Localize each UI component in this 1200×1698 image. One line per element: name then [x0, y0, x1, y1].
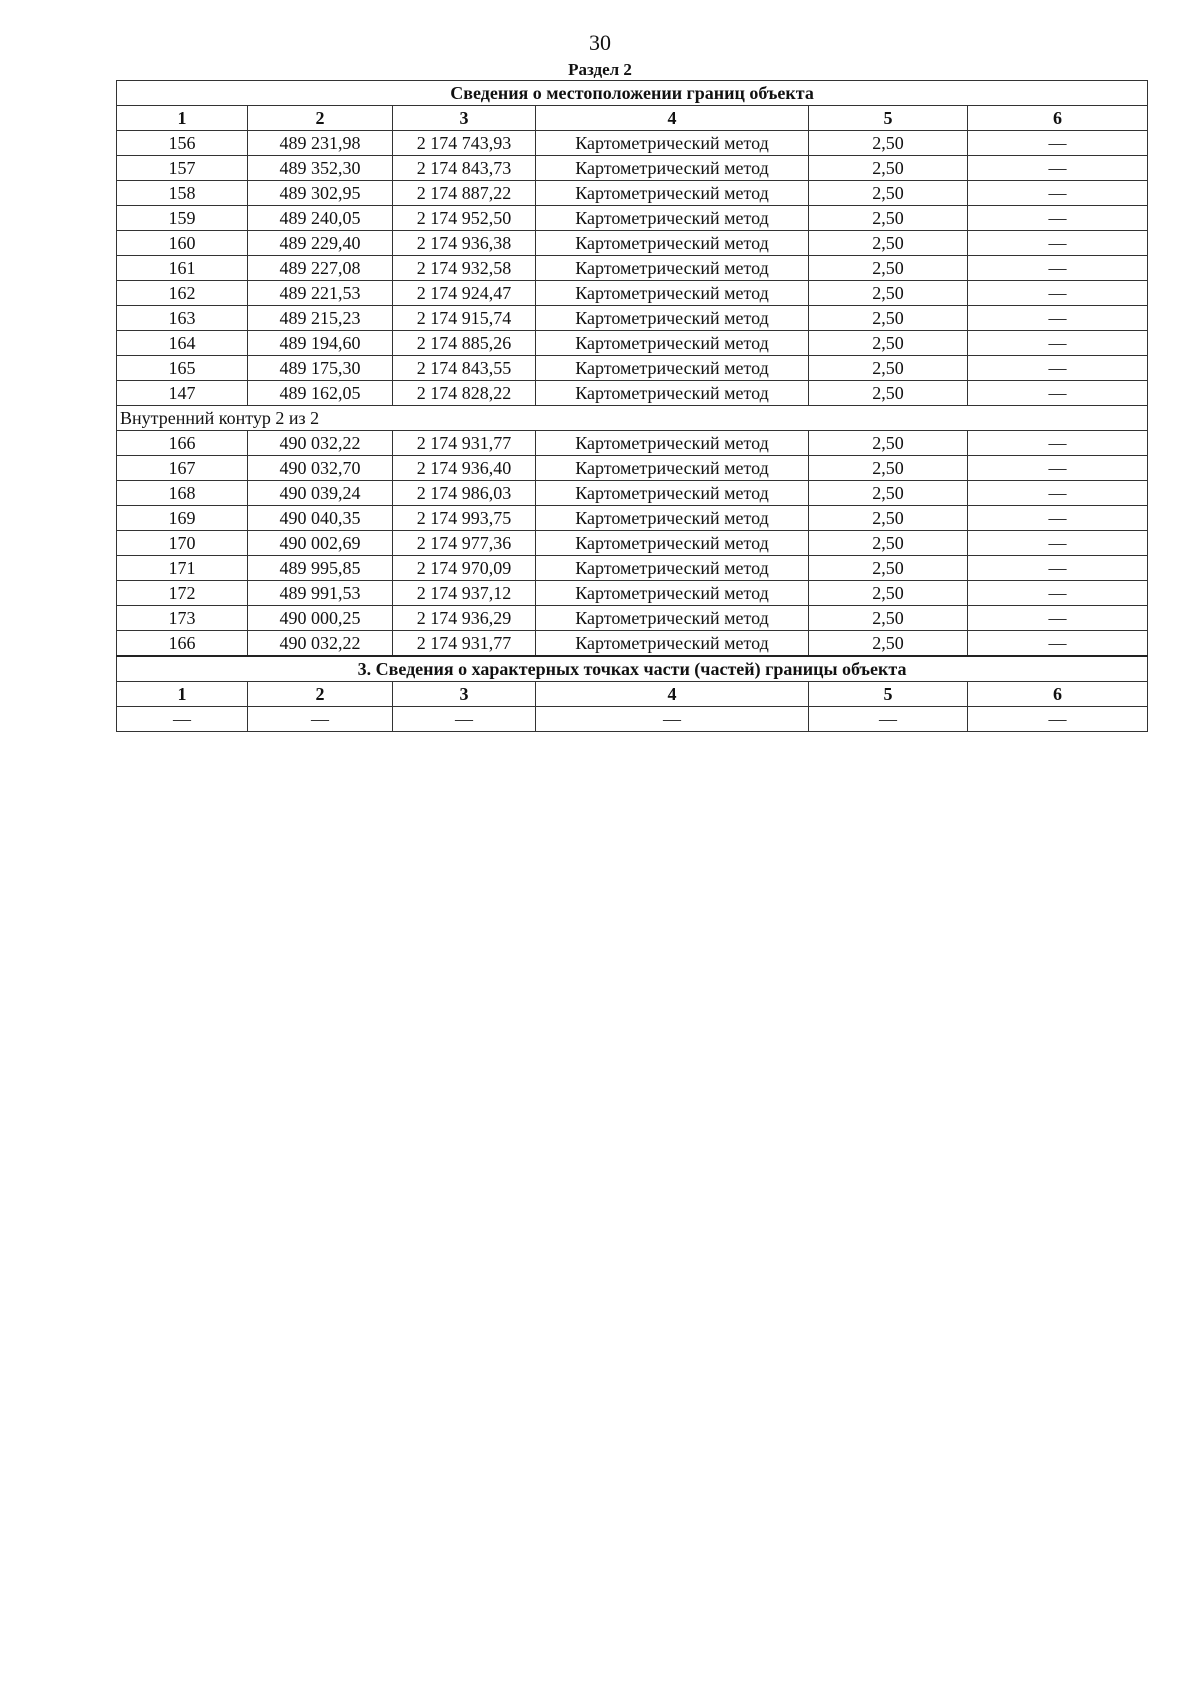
description-cell: —: [968, 456, 1148, 481]
method-cell: Картометрический метод: [536, 156, 809, 181]
precision-cell: 2,50: [809, 281, 968, 306]
coord-y-cell: 2 174 915,74: [393, 306, 536, 331]
page-number: 30: [589, 30, 611, 55]
coord-y-cell: 2 174 986,03: [393, 481, 536, 506]
point-number-cell: 163: [117, 306, 248, 331]
coord-y-cell: 2 174 952,50: [393, 206, 536, 231]
boundary-table-body: [117, 81, 1148, 732]
point-number-cell: 161: [117, 256, 248, 281]
point-number-cell: 168: [117, 481, 248, 506]
coord-x-cell: 489 194,60: [248, 331, 393, 356]
method-cell: Картометрический метод: [536, 131, 809, 156]
point-number-cell: 162: [117, 281, 248, 306]
point-number-cell: 166: [117, 631, 248, 657]
table-row: [117, 431, 1148, 456]
precision-cell: 2,50: [809, 256, 968, 281]
section3-title-row: [117, 656, 1148, 682]
precision-cell: 2,50: [809, 556, 968, 581]
coord-x-cell: 489 302,95: [248, 181, 393, 206]
description-cell: —: [968, 181, 1148, 206]
method-cell: Картометрический метод: [536, 231, 809, 256]
coord-y-cell: 2 174 936,29: [393, 606, 536, 631]
coord-y-cell: 2 174 885,26: [393, 331, 536, 356]
description-cell: —: [968, 381, 1148, 406]
table-row: [117, 707, 1148, 732]
coord-y-cell: 2 174 931,77: [393, 431, 536, 456]
coord-y-cell: 2 174 931,77: [393, 631, 536, 657]
method-cell: —: [536, 707, 809, 732]
precision-cell: 2,50: [809, 581, 968, 606]
point-number-cell: 157: [117, 156, 248, 181]
table-row: [117, 181, 1148, 206]
point-number-cell: 160: [117, 231, 248, 256]
table-row: [117, 381, 1148, 406]
coord-y-cell: 2 174 937,12: [393, 581, 536, 606]
method-cell: Картометрический метод: [536, 206, 809, 231]
table-title: Сведения о местоположении границ объекта: [117, 81, 1148, 106]
method-cell: Картометрический метод: [536, 581, 809, 606]
point-number-cell: 156: [117, 131, 248, 156]
coord-x-cell: 490 000,25: [248, 606, 393, 631]
table-row: [117, 581, 1148, 606]
description-cell: —: [968, 206, 1148, 231]
description-cell: —: [968, 156, 1148, 181]
contour-label-row: [117, 406, 1148, 431]
table-row: [117, 281, 1148, 306]
section3-title: 3. Сведения о характерных точках части (частей) границы объекта: [117, 656, 1148, 682]
coord-x-cell: 489 221,53: [248, 281, 393, 306]
point-number-cell: 171: [117, 556, 248, 581]
table-title-row: [117, 81, 1148, 106]
column-header-1: 1: [117, 682, 248, 707]
description-cell: —: [968, 606, 1148, 631]
method-cell: Картометрический метод: [536, 531, 809, 556]
method-cell: Картометрический метод: [536, 506, 809, 531]
description-cell: —: [968, 556, 1148, 581]
coord-x-cell: 489 995,85: [248, 556, 393, 581]
precision-cell: 2,50: [809, 431, 968, 456]
precision-cell: 2,50: [809, 606, 968, 631]
coord-x-cell: 490 039,24: [248, 481, 393, 506]
column-header-5: 5: [809, 106, 968, 131]
description-cell: —: [968, 481, 1148, 506]
coord-x-cell: 489 991,53: [248, 581, 393, 606]
table-row: [117, 356, 1148, 381]
coord-y-cell: 2 174 970,09: [393, 556, 536, 581]
precision-cell: 2,50: [809, 156, 968, 181]
coord-x-cell: 490 032,70: [248, 456, 393, 481]
point-number-cell: 173: [117, 606, 248, 631]
point-number-cell: 147: [117, 381, 248, 406]
description-cell: —: [968, 431, 1148, 456]
description-cell: —: [968, 581, 1148, 606]
coord-x-cell: 489 162,05: [248, 381, 393, 406]
coord-y-cell: 2 174 936,38: [393, 231, 536, 256]
description-cell: —: [968, 331, 1148, 356]
table-row: [117, 231, 1148, 256]
description-cell: —: [968, 256, 1148, 281]
coord-y-cell: 2 174 936,40: [393, 456, 536, 481]
method-cell: Картометрический метод: [536, 431, 809, 456]
column-header-2: 2: [248, 682, 393, 707]
point-number-cell: 170: [117, 531, 248, 556]
coord-y-cell: 2 174 932,58: [393, 256, 536, 281]
precision-cell: 2,50: [809, 631, 968, 657]
point-number-cell: 158: [117, 181, 248, 206]
coord-y-cell: 2 174 977,36: [393, 531, 536, 556]
method-cell: Картометрический метод: [536, 456, 809, 481]
precision-cell: 2,50: [809, 231, 968, 256]
table-row: [117, 631, 1148, 657]
precision-cell: 2,50: [809, 481, 968, 506]
point-number-cell: 165: [117, 356, 248, 381]
column-header-6: 6: [968, 682, 1148, 707]
point-number-cell: 166: [117, 431, 248, 456]
coord-x-cell: 490 032,22: [248, 631, 393, 657]
table-row: [117, 556, 1148, 581]
column-header-1: 1: [117, 106, 248, 131]
point-number-cell: 167: [117, 456, 248, 481]
description-cell: —: [968, 231, 1148, 256]
coord-y-cell: 2 174 828,22: [393, 381, 536, 406]
precision-cell: 2,50: [809, 381, 968, 406]
point-number-cell: 164: [117, 331, 248, 356]
description-cell: —: [968, 631, 1148, 657]
point-number-cell: 169: [117, 506, 248, 531]
description-cell: —: [968, 707, 1148, 732]
precision-cell: 2,50: [809, 506, 968, 531]
table-row: [117, 481, 1148, 506]
coord-x-cell: 490 002,69: [248, 531, 393, 556]
coord-x-cell: 489 215,23: [248, 306, 393, 331]
description-cell: —: [968, 506, 1148, 531]
precision-cell: 2,50: [809, 356, 968, 381]
column-header-3: 3: [393, 106, 536, 131]
coord-x-cell: 489 240,05: [248, 206, 393, 231]
contour-label: Внутренний контур 2 из 2: [117, 406, 1148, 431]
column-header-2: 2: [248, 106, 393, 131]
point-number-cell: 172: [117, 581, 248, 606]
point-number-cell: 159: [117, 206, 248, 231]
table-row: [117, 156, 1148, 181]
precision-cell: 2,50: [809, 181, 968, 206]
precision-cell: 2,50: [809, 131, 968, 156]
precision-cell: 2,50: [809, 306, 968, 331]
coord-x-cell: 489 175,30: [248, 356, 393, 381]
method-cell: Картометрический метод: [536, 256, 809, 281]
coord-x-cell: 489 227,08: [248, 256, 393, 281]
coord-x-cell: 489 231,98: [248, 131, 393, 156]
coord-y-cell: —: [393, 707, 536, 732]
description-cell: —: [968, 531, 1148, 556]
table-row: [117, 331, 1148, 356]
precision-cell: 2,50: [809, 531, 968, 556]
coord-y-cell: 2 174 993,75: [393, 506, 536, 531]
coord-x-cell: —: [248, 707, 393, 732]
coord-y-cell: 2 174 924,47: [393, 281, 536, 306]
description-cell: —: [968, 281, 1148, 306]
column-header-4: 4: [536, 106, 809, 131]
coord-x-cell: 490 032,22: [248, 431, 393, 456]
method-cell: Картометрический метод: [536, 306, 809, 331]
point-number-cell: —: [117, 707, 248, 732]
column-header-5: 5: [809, 682, 968, 707]
table-row: [117, 456, 1148, 481]
description-cell: —: [968, 306, 1148, 331]
method-cell: Картометрический метод: [536, 381, 809, 406]
coord-y-cell: 2 174 843,73: [393, 156, 536, 181]
precision-cell: —: [809, 707, 968, 732]
method-cell: Картометрический метод: [536, 481, 809, 506]
table-row: [117, 606, 1148, 631]
table-row: [117, 506, 1148, 531]
method-cell: Картометрический метод: [536, 631, 809, 657]
boundary-table: [116, 80, 1148, 732]
coord-y-cell: 2 174 743,93: [393, 131, 536, 156]
section3-header-row: [117, 682, 1148, 707]
precision-cell: 2,50: [809, 206, 968, 231]
method-cell: Картометрический метод: [536, 181, 809, 206]
column-header-3: 3: [393, 682, 536, 707]
method-cell: Картометрический метод: [536, 331, 809, 356]
column-header-6: 6: [968, 106, 1148, 131]
method-cell: Картометрический метод: [536, 556, 809, 581]
column-header-4: 4: [536, 682, 809, 707]
table-row: [117, 531, 1148, 556]
precision-cell: 2,50: [809, 331, 968, 356]
table-row: [117, 131, 1148, 156]
method-cell: Картометрический метод: [536, 356, 809, 381]
method-cell: Картометрический метод: [536, 281, 809, 306]
section-title: Раздел 2: [568, 60, 632, 79]
table-row: [117, 306, 1148, 331]
column-header-row: [117, 106, 1148, 131]
method-cell: Картометрический метод: [536, 606, 809, 631]
coord-x-cell: 489 352,30: [248, 156, 393, 181]
table-row: [117, 256, 1148, 281]
precision-cell: 2,50: [809, 456, 968, 481]
description-cell: —: [968, 356, 1148, 381]
coord-y-cell: 2 174 843,55: [393, 356, 536, 381]
coord-x-cell: 490 040,35: [248, 506, 393, 531]
coord-x-cell: 489 229,40: [248, 231, 393, 256]
coord-y-cell: 2 174 887,22: [393, 181, 536, 206]
description-cell: —: [968, 131, 1148, 156]
table-row: [117, 206, 1148, 231]
